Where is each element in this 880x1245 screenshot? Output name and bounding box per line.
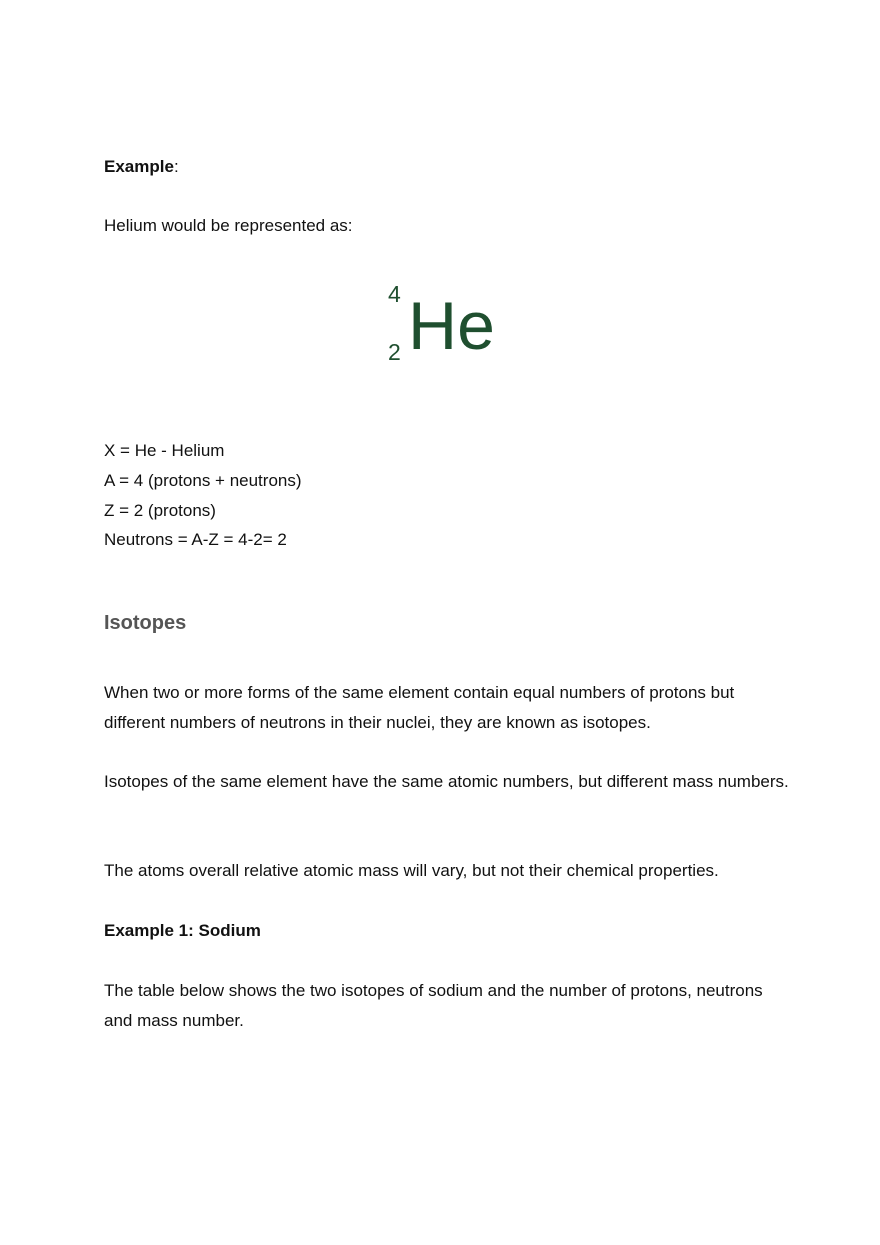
isotopes-paragraph-1: When two or more forms of the same element contain equal numbers of protons but different numbers of neutrons in their nuclei, they are known as isotopes. (104, 683, 735, 732)
example-label: Example (104, 157, 174, 176)
example-colon: : (173, 157, 179, 176)
isotopes-heading: Isotopes (104, 612, 187, 634)
example-label-line (104, 152, 179, 182)
element-symbol: He (408, 288, 495, 364)
definition-atomic-number: Z = 2 (protons) (104, 501, 216, 520)
mass-number: 4 (388, 281, 401, 307)
definition-mass-number: A = 4 (protons + neutrons) (104, 471, 302, 490)
isotopes-paragraph-3: The atoms overall relative atomic mass will vary, but not their chemical properties. (104, 861, 719, 880)
isotopes-paragraph-2: Isotopes of the same element have the same atomic numbers, but different mass numbers. (104, 772, 789, 791)
helium-notation (384, 278, 514, 373)
example1-heading: Example 1: Sodium (104, 921, 261, 940)
definition-neutrons: Neutrons = A-Z = 4-2= 2 (104, 530, 287, 549)
definition-symbol: X = He - Helium (104, 441, 225, 460)
atomic-number: 2 (388, 339, 401, 365)
example1-paragraph: The table below shows the two isotopes of sodium and the number of protons, neutrons and mass number. (104, 981, 763, 1030)
example-intro: Helium would be represented as: (104, 216, 353, 235)
